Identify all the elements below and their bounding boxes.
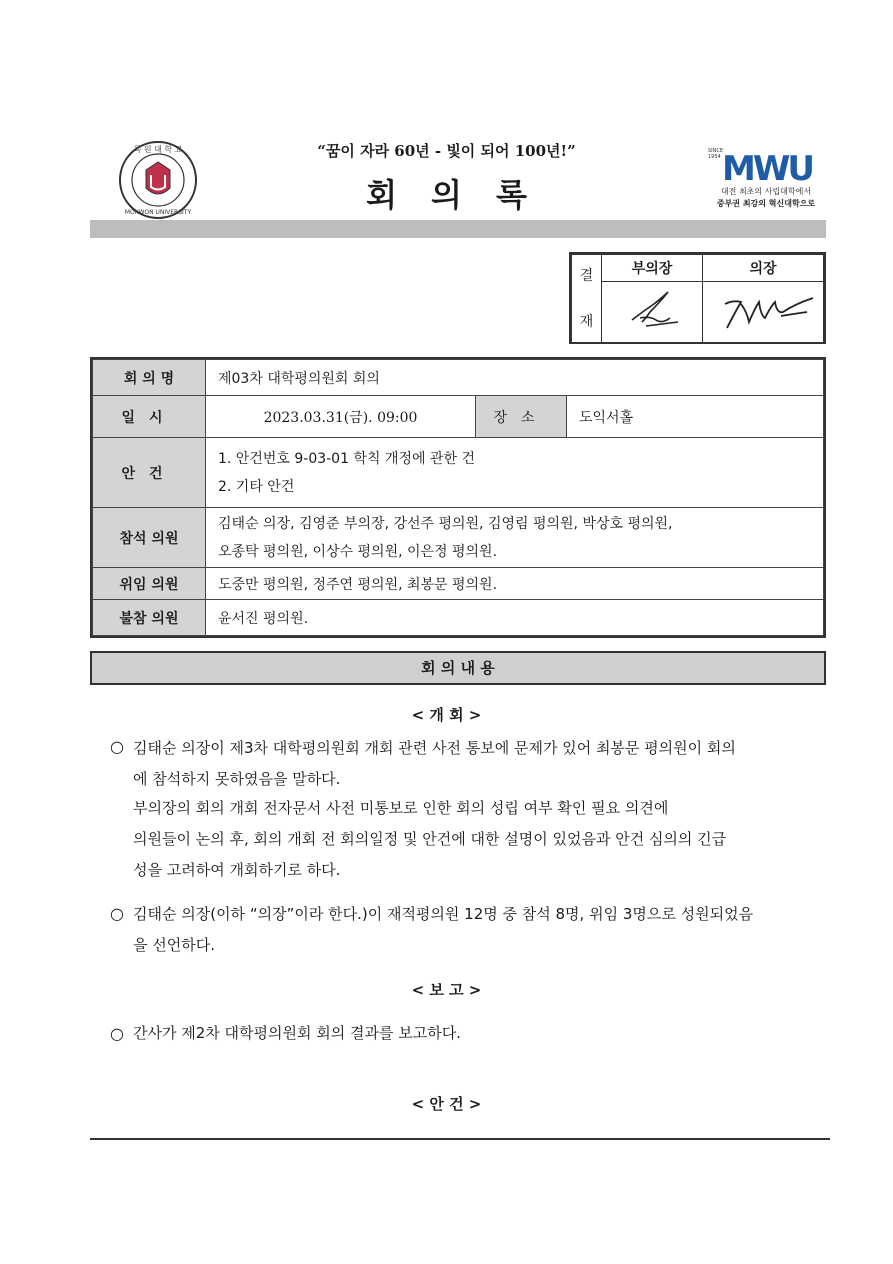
svg-text:1954: 1954: [708, 154, 721, 160]
opening-paragraph-2: 부의장의 회의 개회 전자문서 사전 미통보로 인한 회의 성립 여부 확인 필요 의견에: [133, 799, 669, 817]
report-section-heading: < 보 고 >: [411, 981, 482, 999]
paragraph-line: 김태순 의장(이하 “의장”이라 한다.)이 재적평의원 12명 중 참석 8명, 위임 3명으로 성원되었음: [133, 905, 754, 923]
agenda-section-heading: < 안 건 >: [411, 1095, 482, 1113]
paragraph-line: 의원들이 논의 후, 회의 개회 전 회의일정 및 안건에 대한 설명이 있었음과 안건 심의의 긴급: [133, 830, 727, 848]
datetime-label: 일시: [93, 396, 206, 438]
attendees-list: [206, 508, 824, 568]
approval-side-top: 결: [579, 267, 594, 284]
opening-paragraph-4: [133, 899, 753, 961]
opening-paragraph-3: [133, 824, 726, 886]
attendees-line: 오종탁 평의원, 이상수 평의원, 이은정 평의원.: [218, 543, 498, 560]
meeting-name-label: 회 의 명: [93, 360, 206, 396]
attendees-line: 김태순 의장, 김영준 부의장, 강선주 평의원, 김영림 평의원, 박상호 평의원,: [218, 515, 673, 532]
vice-chair-signature: [602, 282, 703, 343]
paragraph-line: 성을 고려하여 개회하기로 하다.: [133, 861, 341, 879]
agenda-list: [206, 438, 824, 508]
opening-paragraph-1: [133, 733, 736, 795]
bottom-divider: [90, 1138, 830, 1140]
header-divider-bar: [90, 220, 826, 238]
svg-text:MWU: MWU: [722, 149, 812, 189]
paragraph-line: 을 선언하다.: [133, 936, 215, 954]
svg-text:목 원 대 학 교: 목 원 대 학 교: [133, 145, 183, 154]
vice-chair-header: 부의장: [602, 255, 703, 282]
slogan: “꿈이 자라 60년 - 빛이 되어 100년!”: [317, 142, 576, 160]
absent-label: 불참 의원: [93, 600, 206, 636]
delegates-value: 도중만 평의원, 정주연 평의원, 최봉문 평의원.: [206, 568, 824, 600]
svg-text:대전 최초의 사립대학에서: 대전 최초의 사립대학에서: [720, 187, 812, 196]
svg-text:중부권 최강의 혁신대학으로: 중부권 최강의 혁신대학으로: [716, 199, 816, 208]
delegates-label: 위임 의원: [93, 568, 206, 600]
report-paragraph-1: 간사가 제2차 대학평의원회 회의 결과를 보고하다.: [133, 1024, 461, 1042]
contents-title-bar: 회 의 내 용: [90, 651, 826, 685]
opening-section-heading: < 개 회 >: [411, 706, 482, 724]
agenda-item: 1. 안건번호 9-03-01 학칙 개정에 관한 건: [218, 450, 475, 467]
svg-text:SINCE: SINCE: [708, 148, 724, 154]
page-title: 회의록: [366, 176, 561, 214]
location-value: 도익서홀: [567, 396, 824, 438]
agenda-item: 2. 기타 안건: [218, 478, 295, 495]
svg-text:MOKWON UNIVERSITY: MOKWON UNIVERSITY: [124, 209, 192, 216]
bullet-icon: ○: [110, 737, 124, 756]
approval-side-label: [572, 255, 602, 343]
paragraph-line: 에 참석하지 못하였음을 말하다.: [133, 770, 341, 788]
chair-header: 의장: [703, 255, 824, 282]
meeting-info-table: [90, 357, 826, 638]
chair-signature: [703, 282, 824, 343]
attendees-label: 참석 의원: [93, 508, 206, 568]
agenda-label: 안건: [93, 438, 206, 508]
absent-value: 윤서진 평의원.: [206, 600, 824, 636]
bullet-icon: ○: [110, 1024, 124, 1043]
paragraph-line: 김태순 의장이 제3차 대학평의원회 개회 관련 사전 통보에 문제가 있어 최봉문 평의원이 회의: [133, 739, 736, 757]
approval-side-bottom: 재: [579, 313, 594, 330]
datetime-value: 2023.03.31(금). 09:00: [206, 396, 476, 438]
bullet-icon: ○: [110, 904, 124, 923]
meeting-name-value: 제03차 대학평의원회 회의: [206, 360, 824, 396]
approval-box: [569, 252, 826, 344]
location-label: 장소: [476, 396, 567, 438]
